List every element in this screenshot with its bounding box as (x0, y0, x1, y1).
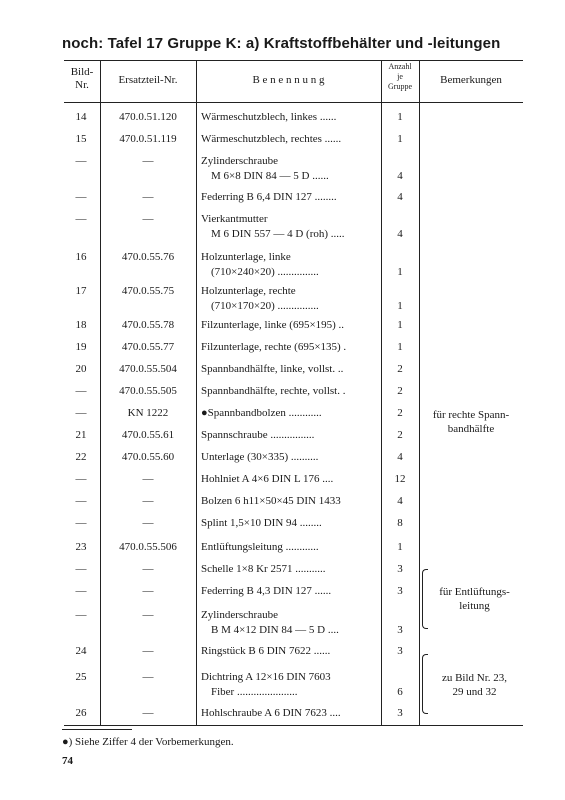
ersatzteil-nr: — (142, 707, 154, 719)
column-divider (419, 60, 420, 726)
ersatzteil-nr: — (142, 473, 154, 485)
ersatzteil-nr: — (142, 563, 154, 575)
benennung: Spannbandhälfte, rechte, vollst. . (201, 385, 346, 397)
ersatzteil-nr: 470.0.55.75 (121, 285, 175, 297)
ersatzteil-nr: — (142, 155, 154, 167)
anzahl: 2 (397, 385, 403, 397)
col-header-benennung: B e n e n n u n g (252, 74, 325, 86)
ersatzteil-nr: — (142, 671, 154, 683)
ersatzteil-nr: KN 1222 (127, 407, 169, 419)
bild-nr: 14 (75, 111, 87, 123)
ersatzteil-nr: — (142, 191, 154, 203)
bild-nr: 22 (75, 451, 87, 463)
header-rule (64, 102, 523, 103)
footnote: ●) Siehe Ziffer 4 der Vorbemerkungen. (62, 736, 234, 748)
bild-nr: 24 (75, 645, 87, 657)
ersatzteil-nr: 470.0.55.504 (119, 363, 177, 375)
benennung: Spannschraube ................ (201, 429, 315, 441)
anzahl: 1 (397, 266, 403, 278)
bild-nr: — (75, 495, 87, 507)
ersatzteil-nr: — (142, 645, 154, 657)
anzahl: 1 (397, 111, 403, 123)
remark-text: zu Bild Nr. 23, 29 und 32 (441, 672, 508, 698)
bild-nr: — (75, 473, 87, 485)
benennung: Entlüftungsleitung ............ (201, 541, 319, 553)
anzahl: 8 (397, 517, 403, 529)
ersatzteil-nr: 470.0.55.505 (119, 385, 177, 397)
ersatzteil-nr: — (142, 609, 154, 621)
bild-nr: 21 (75, 429, 87, 441)
benennung: Schelle 1×8 Kr 2571 ........... (201, 563, 326, 575)
benennung: Holzunterlage, rechte (710×170×20) ............... (201, 285, 319, 312)
bild-nr: 25 (75, 671, 87, 683)
column-divider (100, 60, 101, 726)
anzahl: 4 (397, 451, 403, 463)
anzahl: 4 (397, 191, 403, 203)
benennung: Filzunterlage, linke (695×195) .. (201, 319, 345, 331)
anzahl: 2 (397, 407, 403, 419)
benennung: Holzunterlage, linke (710×240×20) ............... (201, 251, 319, 278)
bild-nr: 26 (75, 707, 87, 719)
benennung: Spannbandhälfte, linke, vollst. .. (201, 363, 344, 375)
ersatzteil-nr: 470.0.55.76 (121, 251, 175, 263)
bild-nr: — (75, 585, 87, 597)
ersatzteil-nr: — (142, 213, 154, 225)
bild-nr: 19 (75, 341, 87, 353)
anzahl: 1 (397, 300, 403, 312)
anzahl: 3 (397, 585, 403, 597)
remark-text: für Entlüftungs- leitung (439, 586, 510, 612)
col-header-bemerkungen: Bemerkungen (440, 74, 502, 86)
bild-nr: — (75, 517, 87, 529)
anzahl: 1 (397, 319, 403, 331)
page-title: noch: Tafel 17 Gruppe K: a) Kraftstoffbehälter und -leitungen (62, 35, 501, 52)
ersatzteil-nr: 470.0.55.60 (121, 451, 175, 463)
anzahl: 6 (397, 686, 403, 698)
anzahl: 3 (397, 624, 403, 636)
anzahl: 2 (397, 429, 403, 441)
column-divider (196, 60, 197, 726)
bild-nr: — (75, 385, 87, 397)
benennung: Federring B 6,4 DIN 127 ........ (201, 191, 337, 203)
benennung: Zylinderschraube M 6×8 DIN 84 — 5 D ...... (201, 155, 329, 182)
bild-nr: 23 (75, 541, 87, 553)
anzahl: 3 (397, 707, 403, 719)
page-number: 74 (62, 755, 73, 767)
col-header-bild: Bild- Nr. (70, 66, 94, 91)
anzahl: 1 (397, 541, 403, 553)
anzahl: 1 (397, 133, 403, 145)
ersatzteil-nr: 470.0.55.61 (121, 429, 175, 441)
benennung: ●Spannbandbolzen ............ (201, 407, 322, 419)
benennung: Splint 1,5×10 DIN 94 ........ (201, 517, 322, 529)
col-header-anzahl: Anzahl je Gruppe (388, 62, 412, 91)
benennung: Filzunterlage, rechte (695×135) . (201, 341, 347, 353)
bild-nr: — (75, 213, 87, 225)
benennung: Zylinderschraube B M 4×12 DIN 84 — 5 D .... (201, 609, 339, 636)
benennung: Unterlage (30×335) .......... (201, 451, 319, 463)
bild-nr: 15 (75, 133, 87, 145)
bild-nr: 18 (75, 319, 87, 331)
anzahl: 1 (397, 341, 403, 353)
remark-text: für rechte Spann- bandhälfte (432, 409, 510, 435)
anzahl: 4 (397, 495, 403, 507)
col-header-nr: Ersatzteil-Nr. (118, 74, 178, 86)
bild-nr: — (75, 609, 87, 621)
benennung: Ringstück B 6 DIN 7622 ...... (201, 645, 331, 657)
ersatzteil-nr: — (142, 585, 154, 597)
ersatzteil-nr: 470.0.55.77 (121, 341, 175, 353)
ersatzteil-nr: 470.0.51.119 (119, 133, 177, 145)
bild-nr: 20 (75, 363, 87, 375)
benennung: Wärmeschutzblech, rechtes ...... (201, 133, 342, 145)
benennung: Dichtring A 12×16 DIN 7603 Fiber ...................... (201, 671, 331, 698)
anzahl: 3 (397, 563, 403, 575)
footnote-rule (62, 729, 132, 730)
ersatzteil-nr: — (142, 517, 154, 529)
benennung: Hohlniet A 4×6 DIN L 176 .... (201, 473, 334, 485)
anzahl: 3 (397, 645, 403, 657)
anzahl: 4 (397, 170, 403, 182)
ersatzteil-nr: 470.0.55.78 (121, 319, 175, 331)
anzahl: 4 (397, 228, 403, 240)
benennung: Wärmeschutzblech, linkes ...... (201, 111, 337, 123)
anzahl: 12 (394, 473, 406, 485)
bild-nr: 17 (75, 285, 87, 297)
benennung: Hohlschraube A 6 DIN 7623 .... (201, 707, 341, 719)
ersatzteil-nr: 470.0.55.506 (119, 541, 177, 553)
bild-nr: — (75, 407, 87, 419)
ersatzteil-nr: 470.0.51.120 (119, 111, 177, 123)
table-top-rule (64, 60, 523, 61)
bild-nr: — (75, 155, 87, 167)
bild-nr: — (75, 191, 87, 203)
benennung: Federring B 4,3 DIN 127 ...... (201, 585, 332, 597)
anzahl: 2 (397, 363, 403, 375)
ersatzteil-nr: — (142, 495, 154, 507)
table-bottom-rule (64, 725, 523, 726)
benennung: Bolzen 6 h11×50×45 DIN 1433 (201, 495, 341, 507)
parts-table (64, 60, 523, 726)
bild-nr: 16 (75, 251, 87, 263)
bild-nr: — (75, 563, 87, 575)
benennung: Vierkantmutter M 6 DIN 557 — 4 D (roh) ..... (201, 213, 345, 240)
